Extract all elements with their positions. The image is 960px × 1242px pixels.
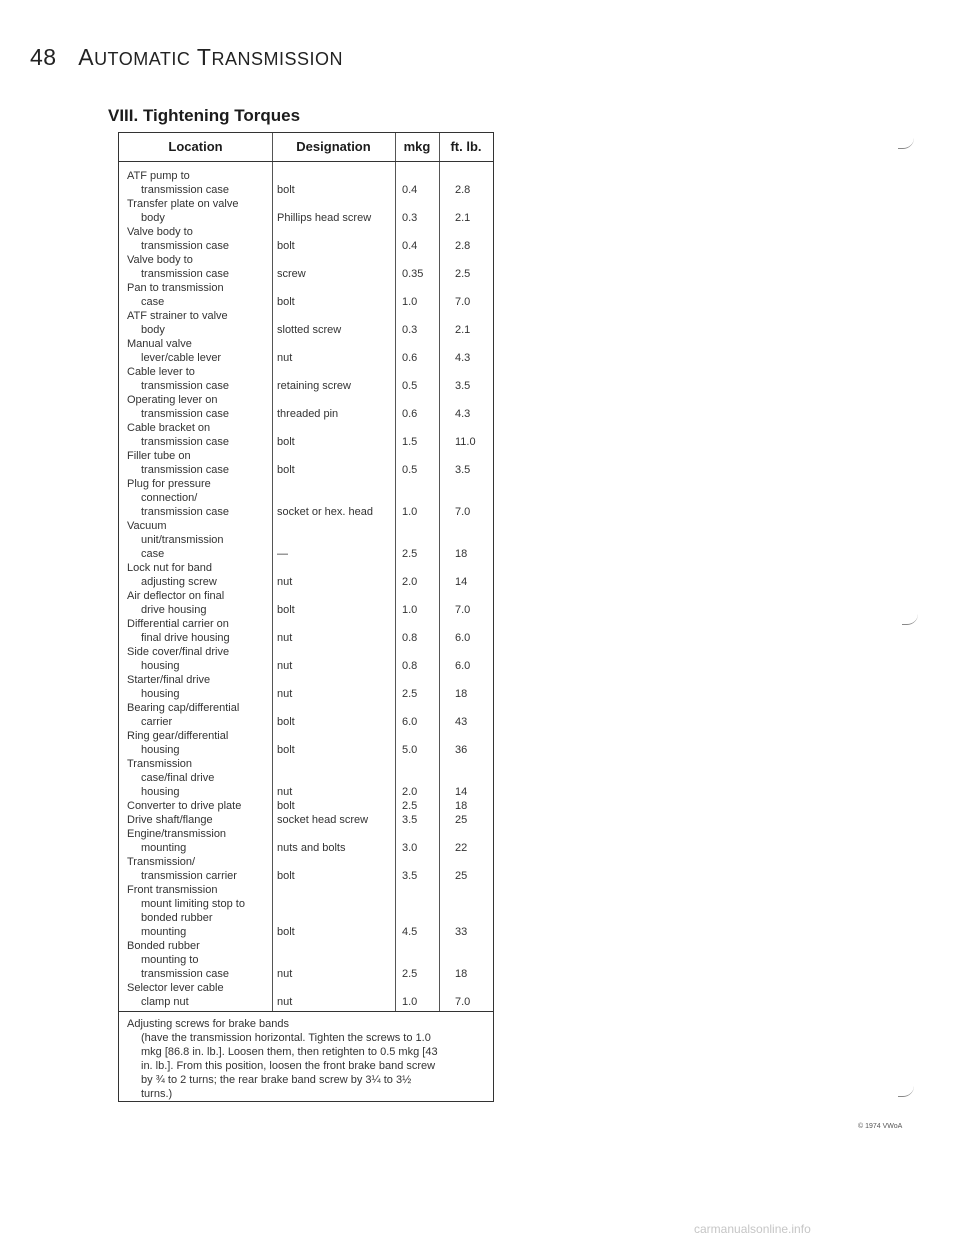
location-line: case (141, 296, 165, 308)
mkg-cell: 0.3 (402, 212, 418, 224)
column-header-location: Location (168, 139, 223, 154)
location-cell (127, 827, 277, 855)
location-line: Front transmission (127, 884, 218, 896)
designation-cell: socket or hex. head (277, 506, 374, 518)
page-header (30, 44, 343, 71)
location-cell (127, 981, 277, 1009)
designation-cell: nut (277, 632, 293, 644)
ftlb-cell: 14 (455, 576, 468, 588)
ftlb-cell: 2.1 (455, 212, 471, 224)
footnote-line: turns.) (141, 1088, 173, 1100)
designation-cell: nut (277, 968, 293, 980)
location-line: drive housing (141, 604, 207, 616)
mkg-cell: 6.0 (402, 716, 418, 728)
footnote-divider (119, 1011, 493, 1012)
table-row (119, 309, 493, 337)
location-line: housing (141, 786, 180, 798)
designation-cell: bolt (277, 604, 295, 616)
mkg-cell: 1.0 (402, 604, 418, 616)
page-mark (898, 1086, 914, 1097)
location-line: Cable lever to (127, 366, 195, 378)
ftlb-cell: 7.0 (455, 506, 471, 518)
ftlb-cell: 33 (455, 926, 468, 938)
header-word-initial: T (196, 44, 212, 70)
location-line: transmission case (141, 240, 230, 252)
torque-table (118, 132, 494, 1102)
location-cell (127, 673, 277, 701)
ftlb-cell: 14 (455, 786, 468, 798)
location-cell (127, 757, 277, 799)
location-line: Transmission/ (127, 856, 196, 868)
mkg-cell: 0.4 (402, 240, 418, 252)
table-row (119, 673, 493, 701)
table-row (119, 281, 493, 309)
location-line: case (141, 548, 165, 560)
mkg-cell: 1.0 (402, 296, 418, 308)
location-cell (127, 645, 277, 673)
designation-cell: nut (277, 576, 293, 588)
location-cell (127, 701, 277, 729)
location-line: Plug for pressure (127, 478, 211, 490)
location-line: Converter to drive plate (127, 800, 242, 812)
location-line: Lock nut for band (127, 562, 213, 574)
designation-cell: screw (277, 268, 306, 280)
ftlb-cell: 6.0 (455, 632, 471, 644)
location-cell (127, 519, 277, 561)
ftlb-cell: 18 (455, 800, 468, 812)
mkg-cell: 2.5 (402, 968, 418, 980)
location-line: lever/cable lever (141, 352, 222, 364)
ftlb-cell: 36 (455, 744, 468, 756)
mkg-cell: 2.5 (402, 548, 418, 560)
location-cell (127, 589, 277, 617)
ftlb-cell: 3.5 (455, 380, 471, 392)
location-line: carrier (141, 716, 173, 728)
ftlb-cell: 18 (455, 688, 468, 700)
location-line: transmission carrier (141, 870, 237, 882)
mkg-cell: 1.0 (402, 506, 418, 518)
designation-cell: bolt (277, 926, 295, 938)
footnote (127, 1017, 487, 1101)
column-header-ftlb: ft. lb. (450, 139, 482, 154)
mkg-cell: 3.0 (402, 842, 418, 854)
section-title: VIII. Tightening Torques (108, 106, 301, 125)
table-row (119, 617, 493, 645)
table-row (119, 449, 493, 477)
location-cell (127, 309, 277, 337)
mkg-cell: 0.35 (402, 268, 424, 280)
designation-cell: bolt (277, 800, 295, 812)
table-row (119, 757, 493, 799)
ftlb-cell: 25 (455, 814, 468, 826)
designation-cell: Phillips head screw (277, 212, 372, 224)
table-row (119, 855, 493, 883)
mkg-cell: 3.5 (402, 870, 418, 882)
ftlb-cell: 25 (455, 870, 468, 882)
table-row (119, 421, 493, 449)
location-line: Valve body to (127, 254, 193, 266)
table-row (119, 337, 493, 365)
location-line: clamp nut (141, 996, 189, 1008)
ftlb-cell: 7.0 (455, 604, 471, 616)
location-cell (127, 281, 277, 309)
location-cell (127, 883, 277, 939)
ftlb-cell: 7.0 (455, 296, 471, 308)
location-line: ATF pump to (127, 170, 190, 182)
designation-cell: nut (277, 996, 293, 1008)
ftlb-cell: 11.0 (455, 436, 476, 448)
location-line: mount limiting stop to (141, 898, 245, 910)
mkg-cell: 2.0 (402, 576, 418, 588)
location-line: connection/ (141, 492, 198, 504)
designation-cell: slotted screw (277, 324, 342, 336)
table-row (119, 645, 493, 673)
designation-cell: bolt (277, 464, 295, 476)
location-cell (127, 477, 277, 519)
ftlb-cell: 7.0 (455, 996, 471, 1008)
table-row (119, 827, 493, 855)
page-mark (898, 138, 914, 149)
ftlb-cell: 18 (455, 548, 468, 560)
location-line: case/final drive (141, 772, 215, 784)
designation-cell: bolt (277, 870, 295, 882)
location-line: Selector lever cable (127, 982, 224, 994)
designation-cell: — (277, 548, 288, 560)
location-line: ATF strainer to valve (127, 310, 228, 322)
location-line: Differential carrier on (127, 618, 229, 630)
table-row (119, 729, 493, 757)
designation-cell: bolt (277, 716, 295, 728)
header-divider (119, 161, 493, 162)
table-row (119, 253, 493, 281)
location-line: Transmission (127, 758, 192, 770)
table-row (119, 477, 493, 519)
page-mark (902, 614, 918, 625)
location-line: transmission case (141, 506, 230, 518)
location-line: Vacuum (127, 520, 167, 532)
location-line: transmission case (141, 380, 230, 392)
mkg-cell: 1.0 (402, 996, 418, 1008)
mkg-cell: 0.8 (402, 632, 418, 644)
table-row (119, 981, 493, 1009)
location-cell (127, 253, 277, 281)
table-row (119, 939, 493, 981)
location-cell (127, 421, 277, 449)
location-line: Operating lever on (127, 394, 218, 406)
mkg-cell: 5.0 (402, 744, 418, 756)
location-line: Filler tube on (127, 450, 191, 462)
location-cell (127, 449, 277, 477)
location-line: Air deflector on final (127, 590, 225, 602)
location-line: Cable bracket on (127, 422, 211, 434)
watermark: carmanualsonline.info (694, 1222, 811, 1236)
header-word-rest: UTOMATIC (94, 49, 191, 69)
location-cell (127, 393, 277, 421)
designation-cell: bolt (277, 744, 295, 756)
mkg-cell: 0.8 (402, 660, 418, 672)
ftlb-cell: 4.3 (455, 352, 471, 364)
location-cell (127, 729, 277, 757)
ftlb-cell: 22 (455, 842, 468, 854)
table-row (119, 561, 493, 589)
table-row (119, 883, 493, 939)
location-line: transmission case (141, 184, 230, 196)
location-line: Bonded rubber (127, 940, 200, 952)
designation-cell: nut (277, 352, 293, 364)
table-row (119, 225, 493, 253)
location-cell (127, 813, 277, 827)
designation-cell: nut (277, 688, 293, 700)
designation-cell: bolt (277, 296, 295, 308)
location-line: Drive shaft/flange (127, 814, 213, 826)
location-line: transmission case (141, 968, 230, 980)
column-header-designation: Designation (296, 139, 371, 154)
location-line: transmission case (141, 436, 230, 448)
location-cell (127, 617, 277, 645)
table-row (119, 169, 493, 197)
mkg-cell: 2.0 (402, 786, 418, 798)
location-cell (127, 799, 277, 813)
ftlb-cell: 3.5 (455, 464, 471, 476)
designation-cell: bolt (277, 436, 295, 448)
location-cell (127, 855, 277, 883)
designation-cell: nut (277, 660, 293, 672)
column-header-mkg: mkg (403, 139, 431, 154)
ftlb-cell: 2.5 (455, 268, 471, 280)
location-line: Transfer plate on valve (127, 198, 239, 210)
footnote-line: mkg [86.8 in. lb.]. Loosen them, then retighten to 0.5 mkg [43 (141, 1046, 438, 1058)
location-line: body (141, 324, 165, 336)
location-line: bonded rubber (141, 912, 213, 924)
table-row (119, 701, 493, 729)
location-cell (127, 169, 277, 197)
mkg-cell: 2.5 (402, 800, 418, 812)
location-line: Engine/transmission (127, 828, 227, 840)
table-row (119, 519, 493, 561)
table-row (119, 197, 493, 225)
location-line: Valve body to (127, 226, 193, 238)
table-row (119, 393, 493, 421)
location-cell (127, 337, 277, 365)
designation-cell: socket head screw (277, 814, 369, 826)
location-line: adjusting screw (141, 576, 217, 588)
mkg-cell: 0.3 (402, 324, 418, 336)
designation-cell: nuts and bolts (277, 842, 346, 854)
table-row (119, 799, 493, 813)
location-line: Starter/final drive (127, 674, 211, 686)
location-line: mounting to (141, 954, 199, 966)
location-line: mounting (141, 842, 187, 854)
footnote-line: Adjusting screws for brake bands (127, 1018, 290, 1030)
mkg-cell: 0.5 (402, 464, 418, 476)
designation-cell: nut (277, 786, 293, 798)
ftlb-cell: 18 (455, 968, 468, 980)
designation-cell: bolt (277, 184, 295, 196)
table-row (119, 365, 493, 393)
ftlb-cell: 2.8 (455, 184, 471, 196)
location-line: transmission case (141, 464, 230, 476)
mkg-cell: 0.5 (402, 380, 418, 392)
header-word-rest: RANSMISSION (211, 49, 343, 69)
mkg-cell: 1.5 (402, 436, 418, 448)
location-line: final drive housing (141, 632, 230, 644)
location-line: Ring gear/differential (127, 730, 229, 742)
location-cell (127, 939, 277, 981)
location-line: body (141, 212, 165, 224)
mkg-cell: 2.5 (402, 688, 418, 700)
footnote-line: (have the transmission horizontal. Tighten the screws to 1.0 (141, 1032, 431, 1044)
designation-cell: threaded pin (277, 408, 339, 420)
location-line: housing (141, 744, 180, 756)
designation-cell: retaining screw (277, 380, 351, 392)
ftlb-cell: 4.3 (455, 408, 471, 420)
location-line: unit/transmission (141, 534, 224, 546)
table-row (119, 813, 493, 827)
header-word-initial: A (78, 44, 95, 70)
footnote-line: by ¾ to 2 turns; the rear brake band screw by 3¼ to 3½ (141, 1074, 412, 1086)
location-cell (127, 365, 277, 393)
mkg-cell: 0.6 (402, 352, 418, 364)
table-row (119, 589, 493, 617)
ftlb-cell: 2.1 (455, 324, 471, 336)
copyright: © 1974 VWoA (858, 1123, 903, 1130)
footnote-line: in. lb.]. From this position, loosen the front brake band screw (141, 1060, 436, 1072)
mkg-cell: 4.5 (402, 926, 418, 938)
designation-cell: bolt (277, 240, 295, 252)
location-line: housing (141, 660, 180, 672)
page-number: 48 (30, 44, 57, 70)
ftlb-cell: 6.0 (455, 660, 471, 672)
ftlb-cell: 43 (455, 716, 468, 728)
location-line: Pan to transmission (127, 282, 224, 294)
mkg-cell: 0.4 (402, 184, 418, 196)
location-line: Manual valve (127, 338, 192, 350)
mkg-cell: 3.5 (402, 814, 418, 826)
location-cell (127, 225, 277, 253)
location-line: transmission case (141, 268, 230, 280)
location-line: mounting (141, 926, 187, 938)
location-line: Side cover/final drive (127, 646, 230, 658)
location-line: transmission case (141, 408, 230, 420)
location-line: housing (141, 688, 180, 700)
ftlb-cell: 2.8 (455, 240, 471, 252)
location-line: Bearing cap/differential (127, 702, 240, 714)
location-cell (127, 561, 277, 589)
location-cell (127, 197, 277, 225)
mkg-cell: 0.6 (402, 408, 418, 420)
